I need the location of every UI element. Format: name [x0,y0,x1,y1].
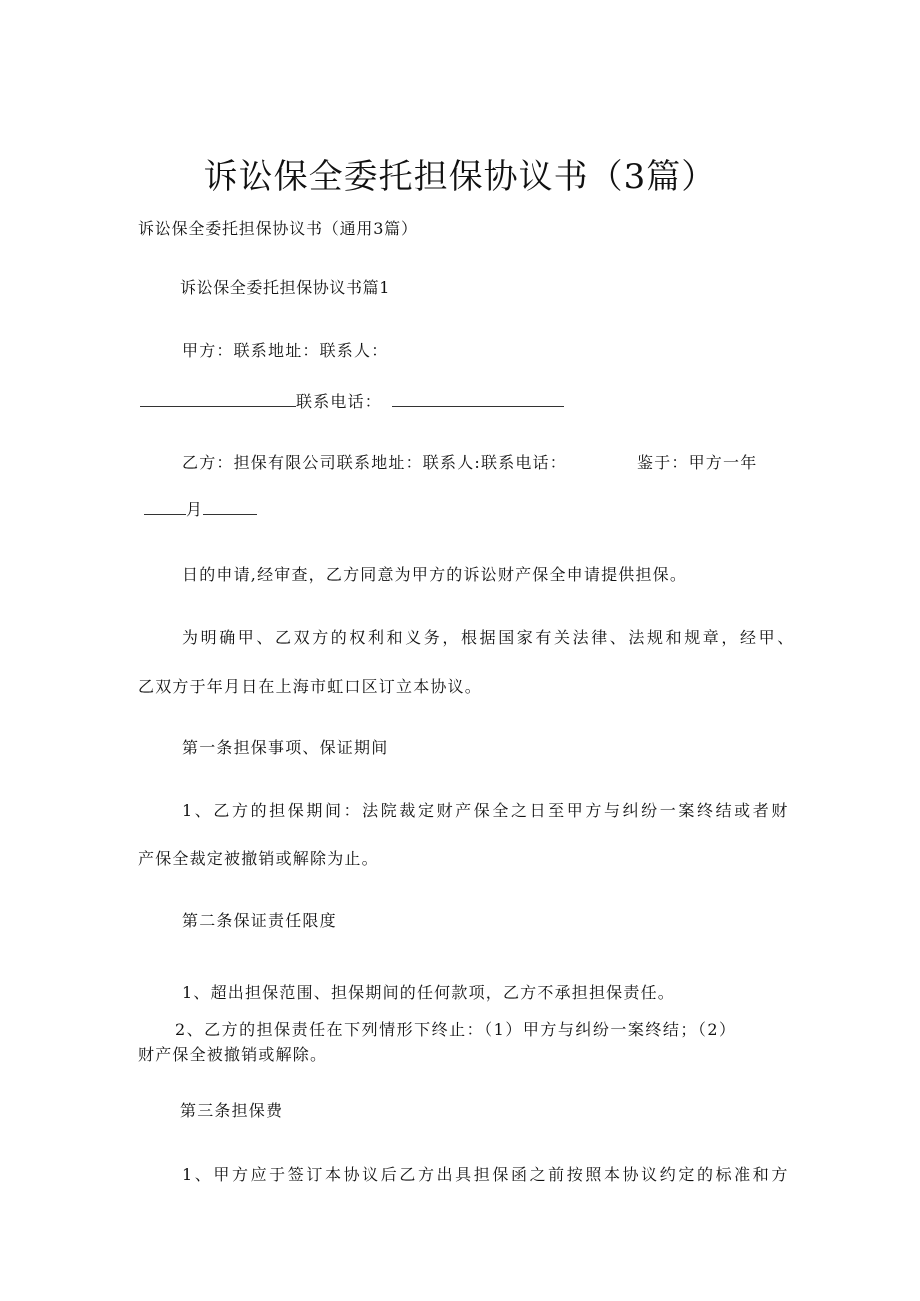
document-subtitle: 诉讼保全委托担保协议书（通用3篇） [138,219,418,238]
section-heading: 诉讼保全委托担保协议书篇1 [180,278,390,297]
year-blank [144,512,186,515]
phone-blank [392,404,564,407]
party-a-line: 甲方：联系地址：联系人： [182,341,389,360]
month-label: 月 [186,500,204,519]
purpose-paragraph-line-2: 乙双方于年月日在上海市虹口区订立本协议。 [138,677,483,696]
document-title: 诉讼保全委托担保协议书（3篇） [203,157,717,197]
contact-blank [140,404,296,407]
party-b-line: 乙方：担保有限公司联系地址：联系人:联系电话： [182,453,567,472]
article-2-item-2-line-1: 2、乙方的担保责任在下列情形下终止：（1）甲方与纠纷一案终结；（2） [175,1020,737,1039]
article-2-item-1: 1、超出担保范围、担保期间的任何款项，乙方不承担担保责任。 [182,983,675,1002]
whereas-text: 鉴于：甲方一年 [637,453,758,472]
article-3-item-1: 1、甲方应于签订本协议后乙方出具担保函之前按照本协议约定的标准和方 [182,1165,790,1184]
article-2-heading: 第二条保证责任限度 [182,911,337,930]
phone-label: 联系电话： [296,392,383,411]
application-paragraph: 日的申请,经审查，乙方同意为甲方的诉讼财产保全申请提供担保。 [182,565,688,584]
party-a-phone-line [140,394,564,410]
article-1-item-1-line-1: 1、乙方的担保期间：法院裁定财产保全之日至甲方与纠纷一案终结或者财 [182,801,790,820]
purpose-paragraph-line-1: 为明确甲、乙双方的权利和义务，根据国家有关法律、法规和规章，经甲、 [182,628,796,647]
date-line [144,502,257,518]
article-2-item-2-line-2: 财产保全被撤销或解除。 [138,1045,328,1064]
article-1-heading: 第一条担保事项、保证期间 [182,738,389,757]
day-blank [203,512,257,515]
article-1-item-1-line-2: 产保全裁定被撤销或解除为止。 [138,849,379,868]
article-3-heading: 第三条担保费 [180,1101,284,1120]
